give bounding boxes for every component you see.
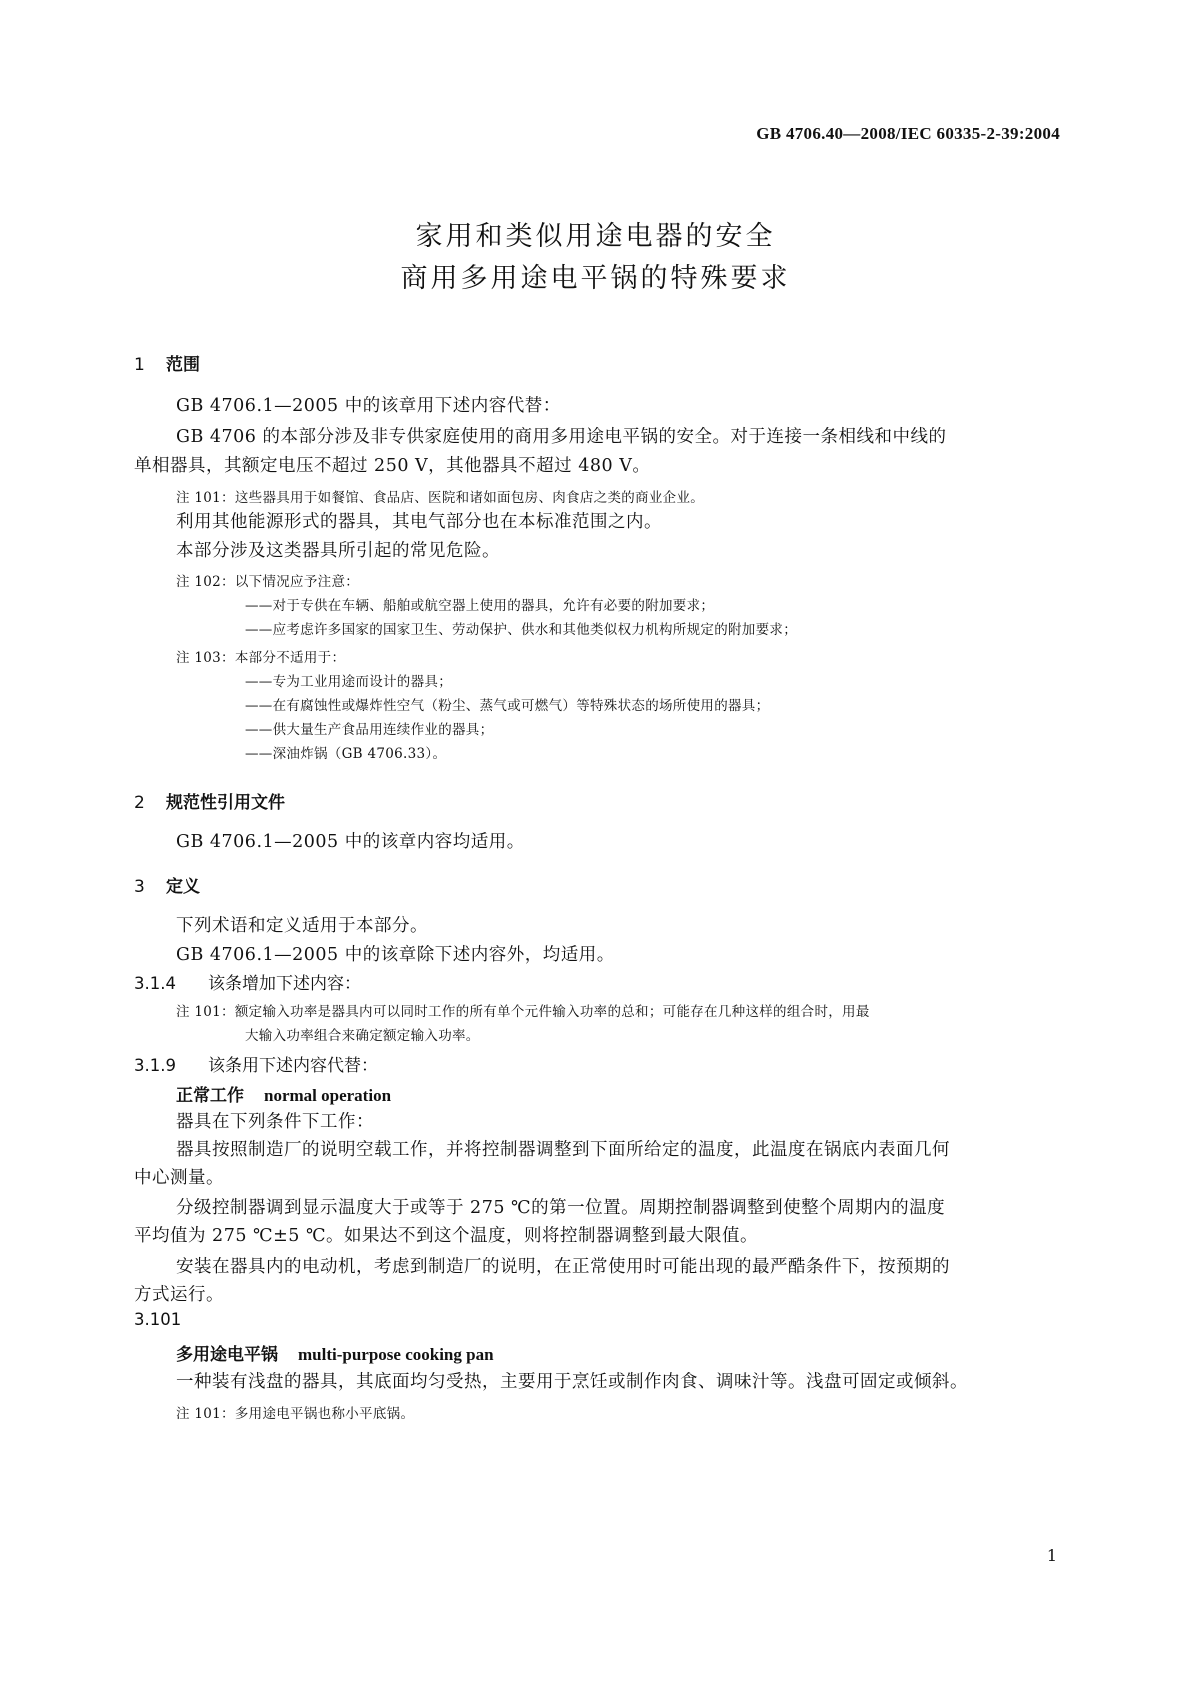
section-2-heading: [134, 788, 285, 813]
section-3-para-2: GB 4706.1—2005 中的该章除下述内容外，均适用。: [176, 945, 615, 965]
section-1-para-2-line-2: 单相器具，其额定电压不超过 250 V，其他器具不超过 480 V。: [134, 456, 651, 476]
term-1-chinese: 正常工作: [176, 1086, 244, 1106]
section-1-number: 1: [134, 355, 145, 375]
term-1-english: normal operation: [264, 1086, 392, 1105]
note-103-item-1: ——专为工业用途而设计的器具；: [245, 674, 452, 690]
clause-3-101-number: 3.101: [134, 1310, 182, 1329]
title-line-2: 商用多用途电平锅的特殊要求: [400, 263, 791, 294]
note-103-item-3: ——供大量生产食品用连续作业的器具；: [245, 722, 494, 738]
clause-3-1-9: [134, 1051, 378, 1076]
section-2-para-1: GB 4706.1—2005 中的该章内容均适用。: [176, 832, 525, 852]
section-1-note-101: 注 101：这些器具用于如餐馆、食品店、医院和诸如面包房、肉食店之类的商业企业。: [176, 490, 705, 506]
term-1-para-4-line-1: 安装在器具内的电动机，考虑到制造厂的说明，在正常使用时可能出现的最严酷条件下，按预期的: [176, 1257, 950, 1277]
term-2-english: multi-purpose cooking pan: [298, 1345, 494, 1364]
term-normal-operation: [176, 1081, 391, 1106]
section-1-note-102: 注 102：以下情况应予注意：: [176, 574, 360, 590]
note-103-item-2: ——在有腐蚀性或爆炸性空气（粉尘、蒸气或可燃气）等特殊状态的场所使用的器具；: [245, 698, 770, 714]
section-3-heading: [134, 872, 200, 897]
section-1-para-4: 本部分涉及这类器具所引起的常见危险。: [176, 541, 500, 561]
term-1-para-2-line-2: 中心测量。: [134, 1168, 224, 1188]
section-3-title: 定义: [166, 877, 200, 897]
title-line-1: 家用和类似用途电器的安全: [415, 221, 776, 252]
section-2-title: 规范性引用文件: [166, 793, 285, 813]
term-1-para-3-line-1: 分级控制器调到显示温度大于或等于 275 ℃的第一位置。周期控制器调整到使整个周期内的温度: [176, 1198, 946, 1218]
section-1-note-103: 注 103：本部分不适用于：: [176, 650, 346, 666]
section-1-para-1: GB 4706.1—2005 中的该章用下述内容代替：: [176, 396, 561, 416]
clause-3-1-9-text: 该条用下述内容代替：: [208, 1056, 378, 1076]
clause-3-1-9-number: 3.1.9: [134, 1056, 176, 1075]
section-2-number: 2: [134, 793, 145, 813]
clause-3-1-4-text: 该条增加下述内容：: [208, 974, 361, 994]
section-1-para-3: 利用其他能源形式的器具，其电气部分也在本标准范围之内。: [176, 512, 662, 532]
clause-3-1-4-number: 3.1.4: [134, 974, 176, 993]
section-1-para-2-line-1: GB 4706 的本部分涉及非专供家庭使用的商用多用途电平锅的安全。对于连接一条相线和中线的: [176, 427, 947, 447]
section-1-heading: [134, 350, 200, 375]
term-multi-purpose-cooking-pan: [176, 1340, 494, 1365]
term-2-para-1: 一种装有浅盘的器具，其底面均匀受热，主要用于烹饪或制作肉食、调味汁等。浅盘可固定或倾斜。: [176, 1372, 968, 1392]
term-2-chinese: 多用途电平锅: [176, 1345, 278, 1365]
note-103-item-4: ——深油炸锅（GB 4706.33）。: [245, 746, 447, 762]
section-3-number: 3: [134, 877, 145, 897]
standard-code: GB 4706.40—2008/IEC 60335-2-39:2004: [756, 124, 1060, 143]
section-1-title: 范围: [166, 355, 200, 375]
clause-3-1-4: [134, 969, 361, 994]
note-102-item-1: ——对于专供在车辆、船舶或航空器上使用的器具，允许有必要的附加要求；: [245, 598, 715, 614]
clause-3-1-4-note-line-1: 注 101：额定输入功率是器具内可以同时工作的所有单个元件输入功率的总和；可能存在几种这样的组合时，用最: [176, 1004, 870, 1020]
page-number: 1: [1046, 1546, 1057, 1565]
term-1-para-1: 器具在下列条件下工作：: [176, 1112, 374, 1132]
term-1-para-4-line-2: 方式运行。: [134, 1285, 224, 1305]
term-1-para-2-line-1: 器具按照制造厂的说明空载工作，并将控制器调整到下面所给定的温度，此温度在锅底内表面几何: [176, 1140, 950, 1160]
note-102-item-2: ——应考虑许多国家的国家卫生、劳动保护、供水和其他类似权力机构所规定的附加要求；: [245, 622, 797, 638]
term-1-para-3-line-2: 平均值为 275 ℃±5 ℃。如果达不到这个温度，则将控制器调整到最大限值。: [134, 1226, 759, 1246]
clause-3-1-4-note-line-2: 大输入功率组合来确定额定输入功率。: [245, 1028, 480, 1044]
term-2-note-101: 注 101：多用途电平锅也称小平底锅。: [176, 1406, 415, 1422]
section-3-para-1: 下列术语和定义适用于本部分。: [176, 916, 428, 936]
